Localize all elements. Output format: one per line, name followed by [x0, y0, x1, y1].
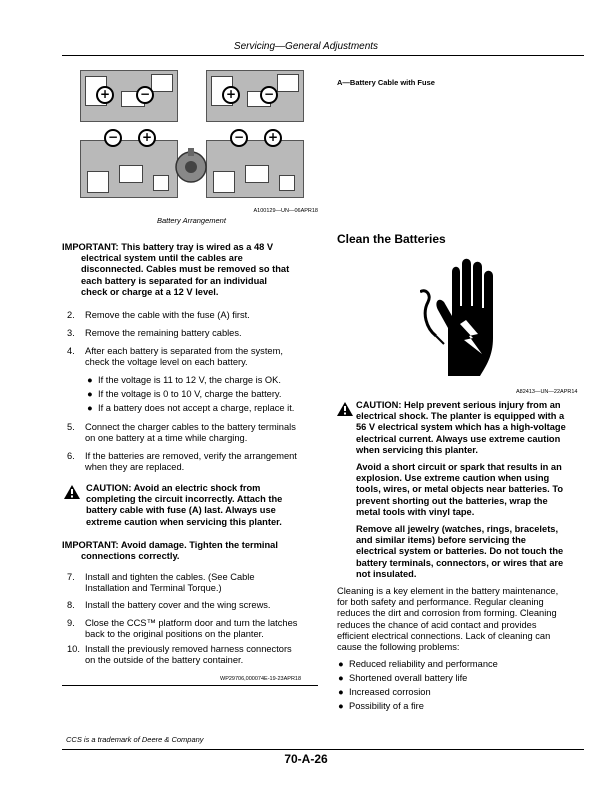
- battery-image: [206, 140, 304, 198]
- important-note: IMPORTANT: This battery tray is wired as a 48 V electrical system until the cables are disconnected. Cables must be removed so that each battery is separated for an individual check or charge at a 12 V level.: [62, 242, 290, 297]
- figure-caption: Battery Arrangement: [157, 216, 226, 225]
- caution-note: CAUTION: Help prevent serious injury from an electrical shock. The planter is equipped with a 56 V electrical system which has a high-voltage electrical current. Always use extreme caution when servicing this planter. Avoid a short circuit or spark that results in an explosion. Use extreme caution when using tools, wires, or metal objects near batteries. To prevent shorting out the batteries, wrap the metal tools with vinyl tape. Remove all jewelry (watches, rings, bracelets, and similar items) before servicing the electrical system or batteries. Do not touch the battery terminals, connectors, or wires that are not insulated.: [356, 400, 566, 579]
- battery-image: [80, 70, 178, 122]
- running-header: Servicing—General Adjustments: [233, 41, 379, 52]
- plus-terminal-icon: +: [138, 129, 156, 147]
- figure-id: A100129—UN—06APR18: [253, 208, 318, 214]
- minus-terminal-icon: −: [104, 129, 122, 147]
- warning-triangle-icon: [64, 485, 80, 499]
- header-rule: [62, 55, 584, 56]
- document-id: WP29706,000074E-19-23APR18: [220, 676, 302, 682]
- trademark-footnote: CCS is a trademark of Deere & Company: [66, 735, 204, 744]
- battery-image: [206, 70, 304, 122]
- important-note: IMPORTANT: Avoid damage. Tighten the terminal connections correctly.: [62, 540, 278, 562]
- warning-triangle-icon: [337, 402, 353, 416]
- fuse-holder-icon: [172, 148, 210, 186]
- plus-terminal-icon: +: [264, 129, 282, 147]
- caution-note: CAUTION: Avoid an electric shock from completing the circuit incorrectly. Attach the battery cable with fuse (A) last. Always use extreme caution when servicing this planter.: [86, 483, 283, 527]
- figure-id: A82413—UN—22APR14: [516, 389, 578, 395]
- figure-legend: A—Battery Cable with Fuse: [337, 78, 435, 87]
- footer-rule: [62, 749, 584, 750]
- minus-terminal-icon: −: [230, 129, 248, 147]
- battery-arrangement-figure: [68, 66, 318, 218]
- plus-terminal-icon: +: [222, 86, 240, 104]
- battery-image: [80, 140, 178, 198]
- section-rule: [62, 685, 318, 686]
- electrical-shock-hand-icon: [420, 258, 515, 378]
- section-title: Clean the Batteries: [337, 232, 446, 246]
- minus-terminal-icon: −: [260, 86, 278, 104]
- body-paragraph: Cleaning is a key element in the battery maintenance, for both safety and performance. Regular cleaning reduces the dirt and corrosion from forming. Cleaning reduces the chance of acid contact and provides efficient electrical connections. Lack of cleaning can cause the following problems:: [337, 586, 559, 653]
- page-number: 70-A-26: [284, 752, 328, 766]
- minus-terminal-icon: −: [136, 86, 154, 104]
- plus-terminal-icon: +: [96, 86, 114, 104]
